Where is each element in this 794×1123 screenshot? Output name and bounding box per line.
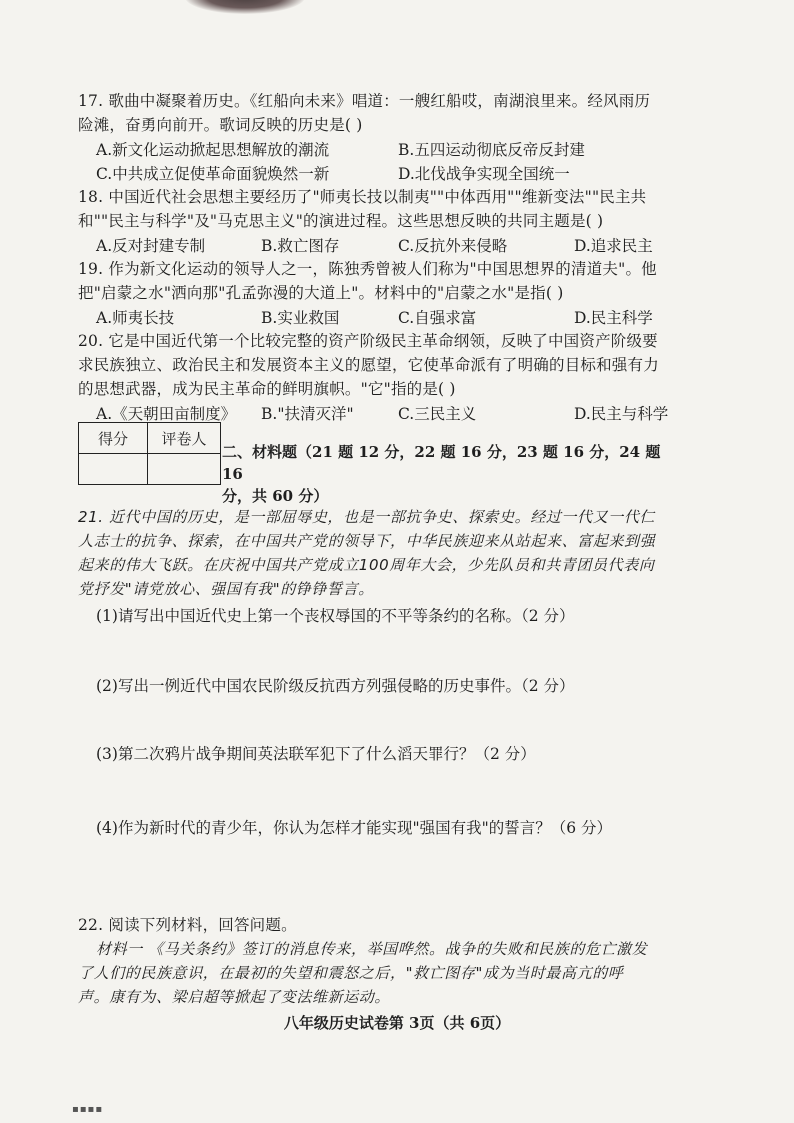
q18-option-a: A.反对封建专制 <box>96 237 206 255</box>
q20-stem-line1: 20. 它是中国近代第一个比较完整的资产阶级民主革命纲领，反映了中国资产阶级要 <box>78 332 658 350</box>
q18-stem-line1: 18. 中国近代社会思想主要经历了"师夷长技以制夷""中体西用""维新变法""民主共 <box>78 188 647 206</box>
q18-option-d: D.追求民主 <box>574 237 653 255</box>
q21-intro-line4: 党抒发"请党放心、强国有我"的铮铮誓言。 <box>78 580 374 598</box>
q21-intro-line1: 21. 近代中国的历史，是一部屈辱史，也是一部抗争史、探索史。经过一代又一代仁 <box>78 508 656 526</box>
q20-option-a: A.《天朝田亩制度》 <box>96 405 237 423</box>
q19-option-b: B.实业救国 <box>261 309 340 327</box>
score-table <box>78 422 221 485</box>
q19-option-d: D.民主科学 <box>574 309 653 327</box>
q17-option-b: B.五四运动彻底反帝反封建 <box>398 141 585 159</box>
q21-sub4: (4)作为新时代的青少年，你认为怎样才能实现"强国有我"的誓言？（6 分） <box>96 819 613 837</box>
q17-options-row1 <box>96 138 696 160</box>
q21-sub2: (2)写出一例近代中国农民阶级反抗西方列强侵略的历史事件。（2 分） <box>96 677 575 695</box>
section-2-title-line1: 二、材料题（21 题 12 分，22 题 16 分，23 题 16 分，24 题 16 <box>222 443 661 483</box>
q17-option-d: D.北伐战争实现全国统一 <box>398 165 570 183</box>
q20-options <box>96 402 696 424</box>
reviewer-cell[interactable] <box>148 454 221 485</box>
q21-intro-line3: 起来的伟大飞跃。在庆祝中国共产党成立100周年大会，少先队员和共青团员代表向 <box>78 556 655 574</box>
q20-option-d: D.民主与科学 <box>574 405 669 423</box>
q22-material1-line1: 材料一 《马关条约》签订的消息传来，举国哗然。战争的失败和民族的危亡激发 <box>96 940 648 958</box>
q19-options <box>96 306 696 328</box>
score-cell[interactable] <box>79 454 148 485</box>
reviewer-header: 评卷人 <box>148 423 221 454</box>
q20-option-c: C.三民主义 <box>398 405 477 423</box>
q22-stem: 22. 阅读下列材料，回答问题。 <box>78 916 297 934</box>
section-2-title <box>222 441 682 507</box>
q21-sub1: (1)请写出中国近代史上第一个丧权辱国的不平等条约的名称。（2 分） <box>96 607 575 625</box>
q22-material1-line3: 声。康有为、梁启超等掀起了变法维新运动。 <box>78 988 391 1006</box>
score-header: 得分 <box>79 423 148 454</box>
q21-intro-line2: 人志士的抗争、探索，在中国共产党的领导下，中华民族迎来从站起来、富起来到强 <box>78 532 656 550</box>
q18-options <box>96 234 696 256</box>
scan-mark: ▪▪▪▪ <box>72 1104 104 1115</box>
q20-stem-line2: 求民族独立、政治民主和发展资本主义的愿望，它使革命派有了明确的目标和强有力 <box>78 356 659 374</box>
q18-option-b: B.救亡图存 <box>261 237 340 255</box>
q22-material1-line2: 了人们的民族意识，在最初的失望和震怒之后，"救亡图存"成为当时最高亢的呼 <box>78 964 624 982</box>
scan-smudge <box>185 0 305 14</box>
page-footer: 八年级历史试卷第 3页（共 6页） <box>283 1014 511 1032</box>
q17-option-a: A.新文化运动掀起思想解放的潮流 <box>96 141 330 159</box>
section-2-title-line2: 分，共 60 分） <box>222 487 329 505</box>
q20-stem-line3: 的思想武器，成为民主革命的鲜明旗帜。"它"指的是( ) <box>78 380 456 398</box>
q19-stem-line1: 19. 作为新文化运动的领导人之一，陈独秀曾被人们称为"中国思想界的清道夫"。他 <box>78 260 657 278</box>
q17-stem-line2: 险滩，奋勇向前开。歌词反映的历史是( ) <box>78 116 363 134</box>
q17-options-row2 <box>96 162 696 184</box>
q19-option-c: C.自强求富 <box>398 309 477 327</box>
q19-stem-line2: 把"启蒙之水"洒向那"孔孟弥漫的大道上"。材料中的"启蒙之水"是指( ) <box>78 284 564 302</box>
q18-option-c: C.反抗外来侵略 <box>398 237 508 255</box>
q21-sub3: (3)第二次鸦片战争期间英法联军犯下了什么滔天罪行？（2 分） <box>96 745 536 763</box>
q17-option-c: C.中共成立促使革命面貌焕然一新 <box>96 165 330 183</box>
q18-stem-line2: 和""民主与科学"及"马克思主义"的演进过程。这些思想反映的共同主题是( ) <box>78 212 604 230</box>
q17-stem-line1: 17. 歌曲中凝聚着历史。《红船向未来》唱道：一艘红船哎，南湖浪里来。经风雨历 <box>78 92 651 110</box>
q19-option-a: A.师夷长技 <box>96 309 175 327</box>
q20-option-b: B."扶清灭洋" <box>261 405 354 423</box>
